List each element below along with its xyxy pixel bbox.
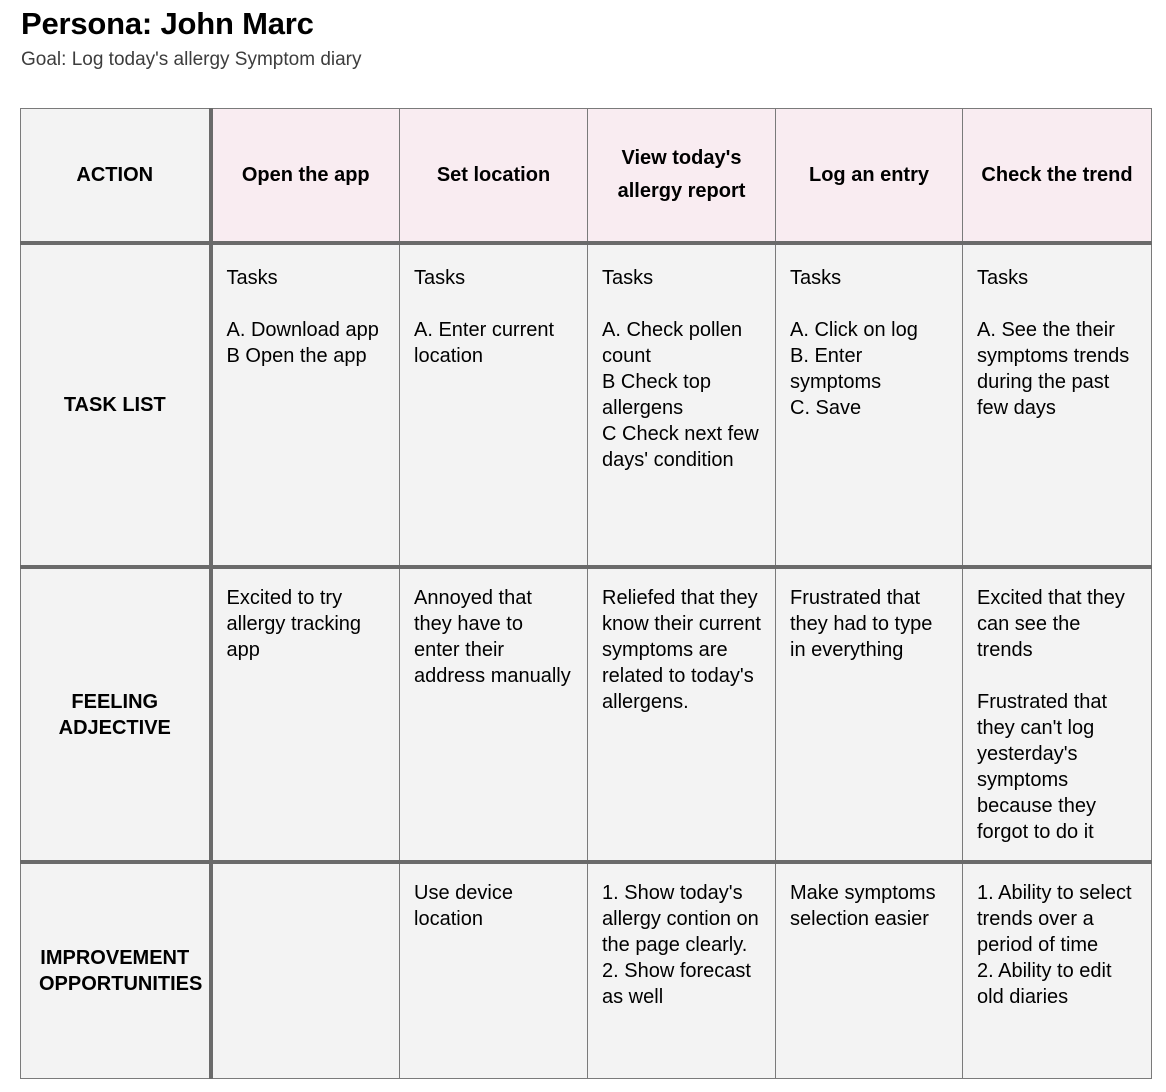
improvement-cell-view-report	[588, 862, 776, 1079]
stage-header-log-entry: Log an entry	[776, 109, 963, 244]
improvement-cell-open-app	[211, 862, 400, 1079]
task-list-row	[21, 243, 1152, 567]
cell-text: 1. Show today's allergy contion on the page clearly. 2. Show forecast as well	[602, 882, 759, 1008]
cell-text: Use device location	[414, 882, 513, 930]
row-label-task-list: TASK LIST	[21, 243, 211, 567]
feeling-cell-open-app	[211, 567, 400, 862]
cell-text: Tasks A. Download app B Open the app	[226, 267, 379, 367]
action-header: ACTION	[21, 109, 211, 244]
feeling-row	[21, 567, 1152, 862]
feeling-cell-log-entry	[776, 567, 963, 862]
cell-text: Excited that they can see the trends Frustrated that they can't log yesterday's symptoms because they forgot to do it	[977, 587, 1125, 843]
stage-header-set-location: Set location	[400, 109, 588, 244]
cell-text	[213, 864, 400, 888]
stage-header-open-app: Open the app	[211, 109, 400, 244]
cell-text: Tasks A. Check pollen count B Check top allergens C Check next few days' condition	[602, 267, 759, 471]
cell-text: Tasks A. See the their symptoms trends during the past few days	[977, 267, 1130, 419]
persona-goal: Goal: Log today's allergy Symptom diary	[21, 49, 362, 70]
row-label-improvement: IMPROVEMENT OPPORTUNITIES	[21, 862, 211, 1079]
task-cell-set-location	[400, 243, 588, 567]
cell-text: Tasks A. Enter current location	[414, 267, 555, 367]
improvement-cell-check-trend	[963, 862, 1152, 1079]
stage-header-row	[21, 109, 1152, 244]
feeling-cell-check-trend	[963, 567, 1152, 862]
cell-text: Excited to try allergy tracking app	[226, 587, 362, 661]
stage-header-check-trend: Check the trend	[963, 109, 1152, 244]
cell-text: Frustrated that they had to type in everything	[790, 587, 933, 661]
row-label-feeling: FEELING ADJECTIVE	[21, 567, 211, 862]
task-cell-view-report	[588, 243, 776, 567]
task-cell-log-entry	[776, 243, 963, 567]
improvement-cell-set-location	[400, 862, 588, 1079]
journey-map-table	[20, 108, 1152, 1079]
cell-text: Make symptoms selection easier	[790, 882, 936, 930]
cell-text: 1. Ability to select trends over a period of time 2. Ability to edit old diaries	[977, 882, 1132, 1008]
stage-header-view-report: View today's allergy report	[588, 109, 776, 244]
feeling-cell-view-report	[588, 567, 776, 862]
persona-title: Persona: John Marc	[21, 6, 314, 41]
improvement-cell-log-entry	[776, 862, 963, 1079]
feeling-cell-set-location	[400, 567, 588, 862]
cell-text: Annoyed that they have to enter their address manually	[414, 587, 571, 687]
cell-text: Reliefed that they know their current symptoms are related to today's allergens.	[602, 587, 761, 713]
improvement-row	[21, 862, 1152, 1079]
task-cell-open-app	[211, 243, 400, 567]
task-cell-check-trend	[963, 243, 1152, 567]
cell-text: Tasks A. Click on log B. Enter symptoms C. Save	[790, 267, 918, 419]
